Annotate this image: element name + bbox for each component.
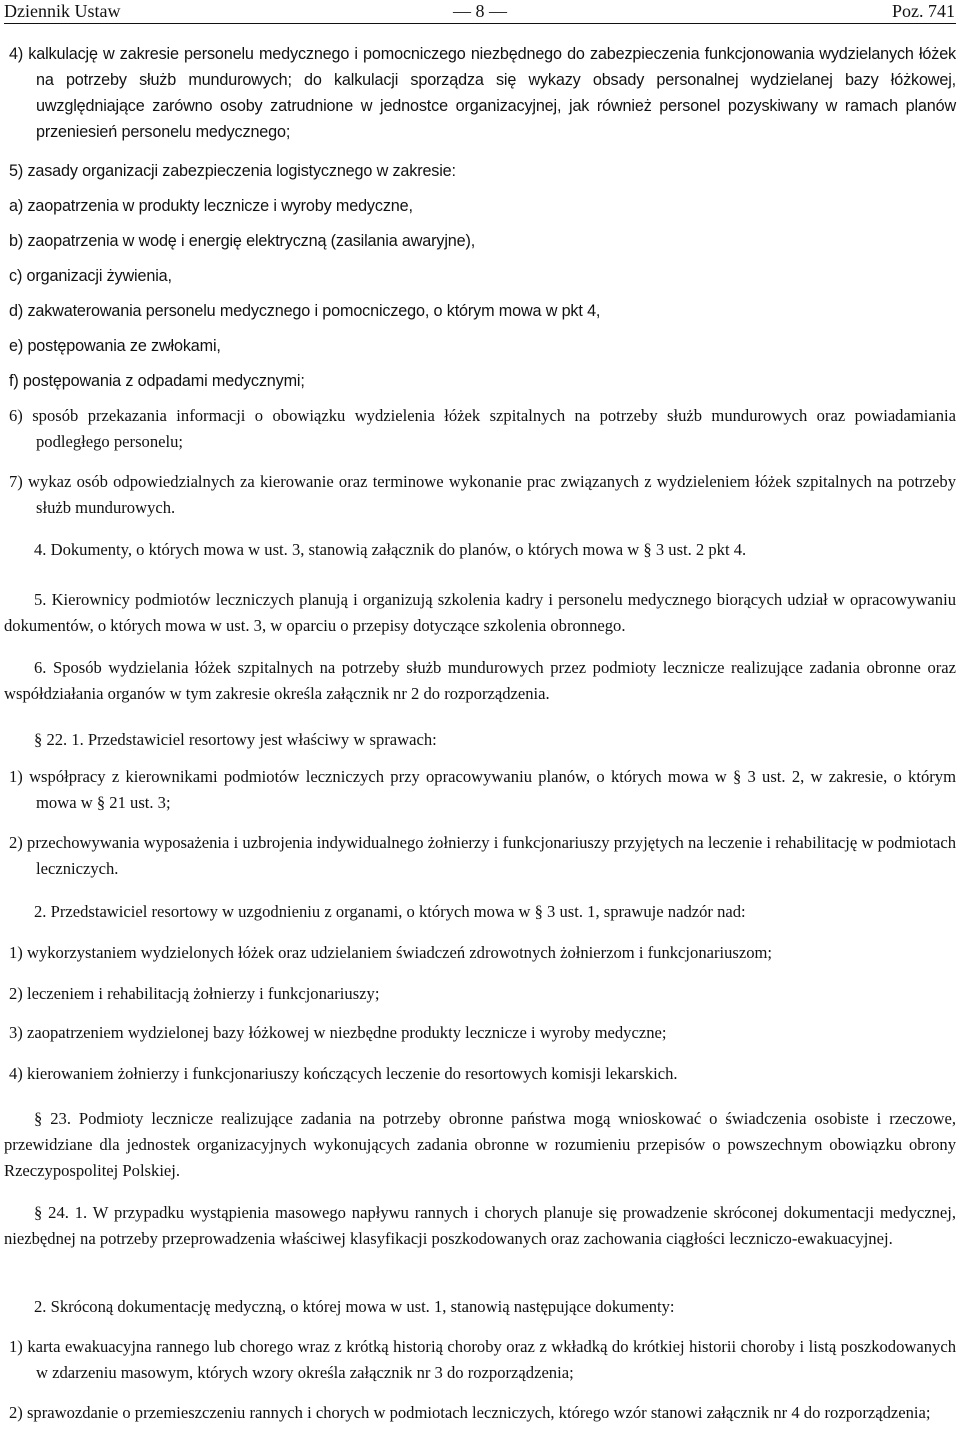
- supervision-item-4: 4) kierowaniem żołnierzy i funkcjonariuszy kończących leczenie do resortowych komisji lekarskich.: [9, 1064, 678, 1083]
- list-item-4-calculation: 4) kalkulację w zakresie personelu medycznego i pomocniczego niezbędnego do zabezpieczenia funkcjonowania wydzielanych łóżek na potrzeby służb mundurowych; do kalkulacji sporządza się wykazy obsady personalnej wydzielanej bazy łóżkowej, uwzględniające zarówno osoby zatrudnione w jednostce organizacyjnej, jak również personel pozyskiwany w ramach planów przeniesień personelu medycznego;: [9, 45, 956, 141]
- paragraph-5-training: 5. Kierownicy podmiotów leczniczych planują i organizują szkolenia kadry i personelu medycznego biorących udział w opracowywaniu dokumentów, o których mowa w ust. 3, w oparciu o przepisy dotyczące szkolenia obronnego.: [4, 590, 956, 635]
- sub-item-c: c) organizacji żywienia,: [9, 267, 172, 285]
- page-number: — 8 —: [453, 1, 507, 21]
- sub-item-e: e) postępowania ze zwłokami,: [9, 337, 221, 355]
- section-22-paragraph-2: 2. Przedstawiciel resortowy w uzgodnieniu z organami, o których mowa w § 3 ust. 1, sprawuje nadzór nad:: [34, 902, 746, 921]
- sub-item-b: b) zaopatrzenia w wodę i energię elektryczną (zasilania awaryjne),: [9, 232, 476, 250]
- supervision-item-3: 3) zaopatrzeniem wydzielonej bazy łóżkowej w niezbędne produkty lecznicze i wyroby medyczne;: [9, 1023, 667, 1042]
- supervision-item-1: 1) wykorzystaniem wydzielonych łóżek oraz udzielaniem świadczeń zdrowotnych żołnierzom i funkcjonariuszom;: [9, 943, 773, 962]
- header-rule: [4, 23, 956, 24]
- section-22-item-1: 1) współpracy z kierownikami podmiotów leczniczych przy opracowywaniu planów, o których mowa w § 3 ust. 2, w zakresie, o którym mowa w § 21 ust. 3;: [9, 767, 956, 812]
- paragraph-6-procedure: 6. Sposób wydzielania łóżek szpitalnych na potrzeby służb mundurowych przez podmioty lecznicze realizujące zadania obronne oraz współdziałania organów w tym zakresie określa załącznik nr 2 do rozporządzenia.: [4, 658, 956, 703]
- position-number: Poz. 741: [892, 1, 955, 21]
- page-header: [0, 0, 960, 22]
- sub-item-d: d) zakwaterowania personelu medycznego i pomocniczego, o którym mowa w pkt 4,: [9, 302, 601, 320]
- section-24-paragraph-1: § 24. 1. W przypadku wystąpienia masowego napływu rannych i chorych planuje się prowadzenie skróconej dokumentacji medycznej, niezbędnej na potrzeby przeprowadzenia właściwej klasyfikacji poszkodowanych oraz zachowania ciągłości leczniczo-ewakuacyjnej.: [4, 1203, 956, 1248]
- journal-title: Dziennik Ustaw: [4, 1, 121, 21]
- section-22-heading: § 22. 1. Przedstawiciel resortowy jest właściwy w sprawach:: [34, 730, 437, 749]
- list-item-5-logistics: 5) zasady organizacji zabezpieczenia logistycznego w zakresie:: [9, 162, 456, 180]
- section-22-item-2: 2) przechowywania wyposażenia i uzbrojenia indywidualnego żołnierzy i funkcjonariuszy przyjętych na leczenie i rehabilitację w podmiotach leczniczych.: [9, 833, 956, 878]
- paragraph-4-documents: 4. Dokumenty, o których mowa w ust. 3, stanowią załącznik do planów, o których mowa w § 3 ust. 2 pkt 4.: [34, 540, 747, 559]
- list-item-6-information: 6) sposób przekazania informacji o obowiązku wydzielenia łóżek szpitalnych na potrzeby służb mundurowych oraz powiadamiania podległego personelu;: [9, 406, 956, 451]
- supervision-item-2: 2) leczeniem i rehabilitacją żołnierzy i funkcjonariuszy;: [9, 984, 380, 1003]
- section-24-paragraph-2: 2. Skróconą dokumentację medyczną, o której mowa w ust. 1, stanowią następujące dokumenty:: [34, 1297, 675, 1316]
- section-23: § 23. Podmioty lecznicze realizujące zadania na potrzeby obronne państwa mogą wnioskować o świadczenia osobiste i rzeczowe, przewidziane dla jednostek organizacyjnych wykonujących zadania obronne w rozumieniu przepisów o powszechnym obowiązku obrony Rzeczypospolitej Polskiej.: [4, 1109, 956, 1180]
- sub-item-a: a) zaopatrzenia w produkty lecznicze i wyroby medyczne,: [9, 197, 413, 215]
- document-item-2: 2) sprawozdanie o przemieszczeniu rannych i chorych w podmiotach leczniczych, którego wzór stanowi załącznik nr 4 do rozporządzenia;: [9, 1403, 931, 1422]
- sub-item-f: f) postępowania z odpadami medycznymi;: [9, 372, 305, 390]
- document-item-1: 1) karta ewakuacyjna rannego lub chorego wraz z krótką historią choroby oraz z wkładką do krótkiej historii choroby i listą poszkodowanych w zdarzeniu masowym, których wzory określa załącznik nr 3 do rozporządzenia;: [9, 1337, 956, 1382]
- list-item-7-responsible: 7) wykaz osób odpowiedzialnych za kierowanie oraz terminowe wykonanie prac związanych z wydzieleniem łóżek szpitalnych na potrzeby służb mundurowych.: [9, 472, 956, 517]
